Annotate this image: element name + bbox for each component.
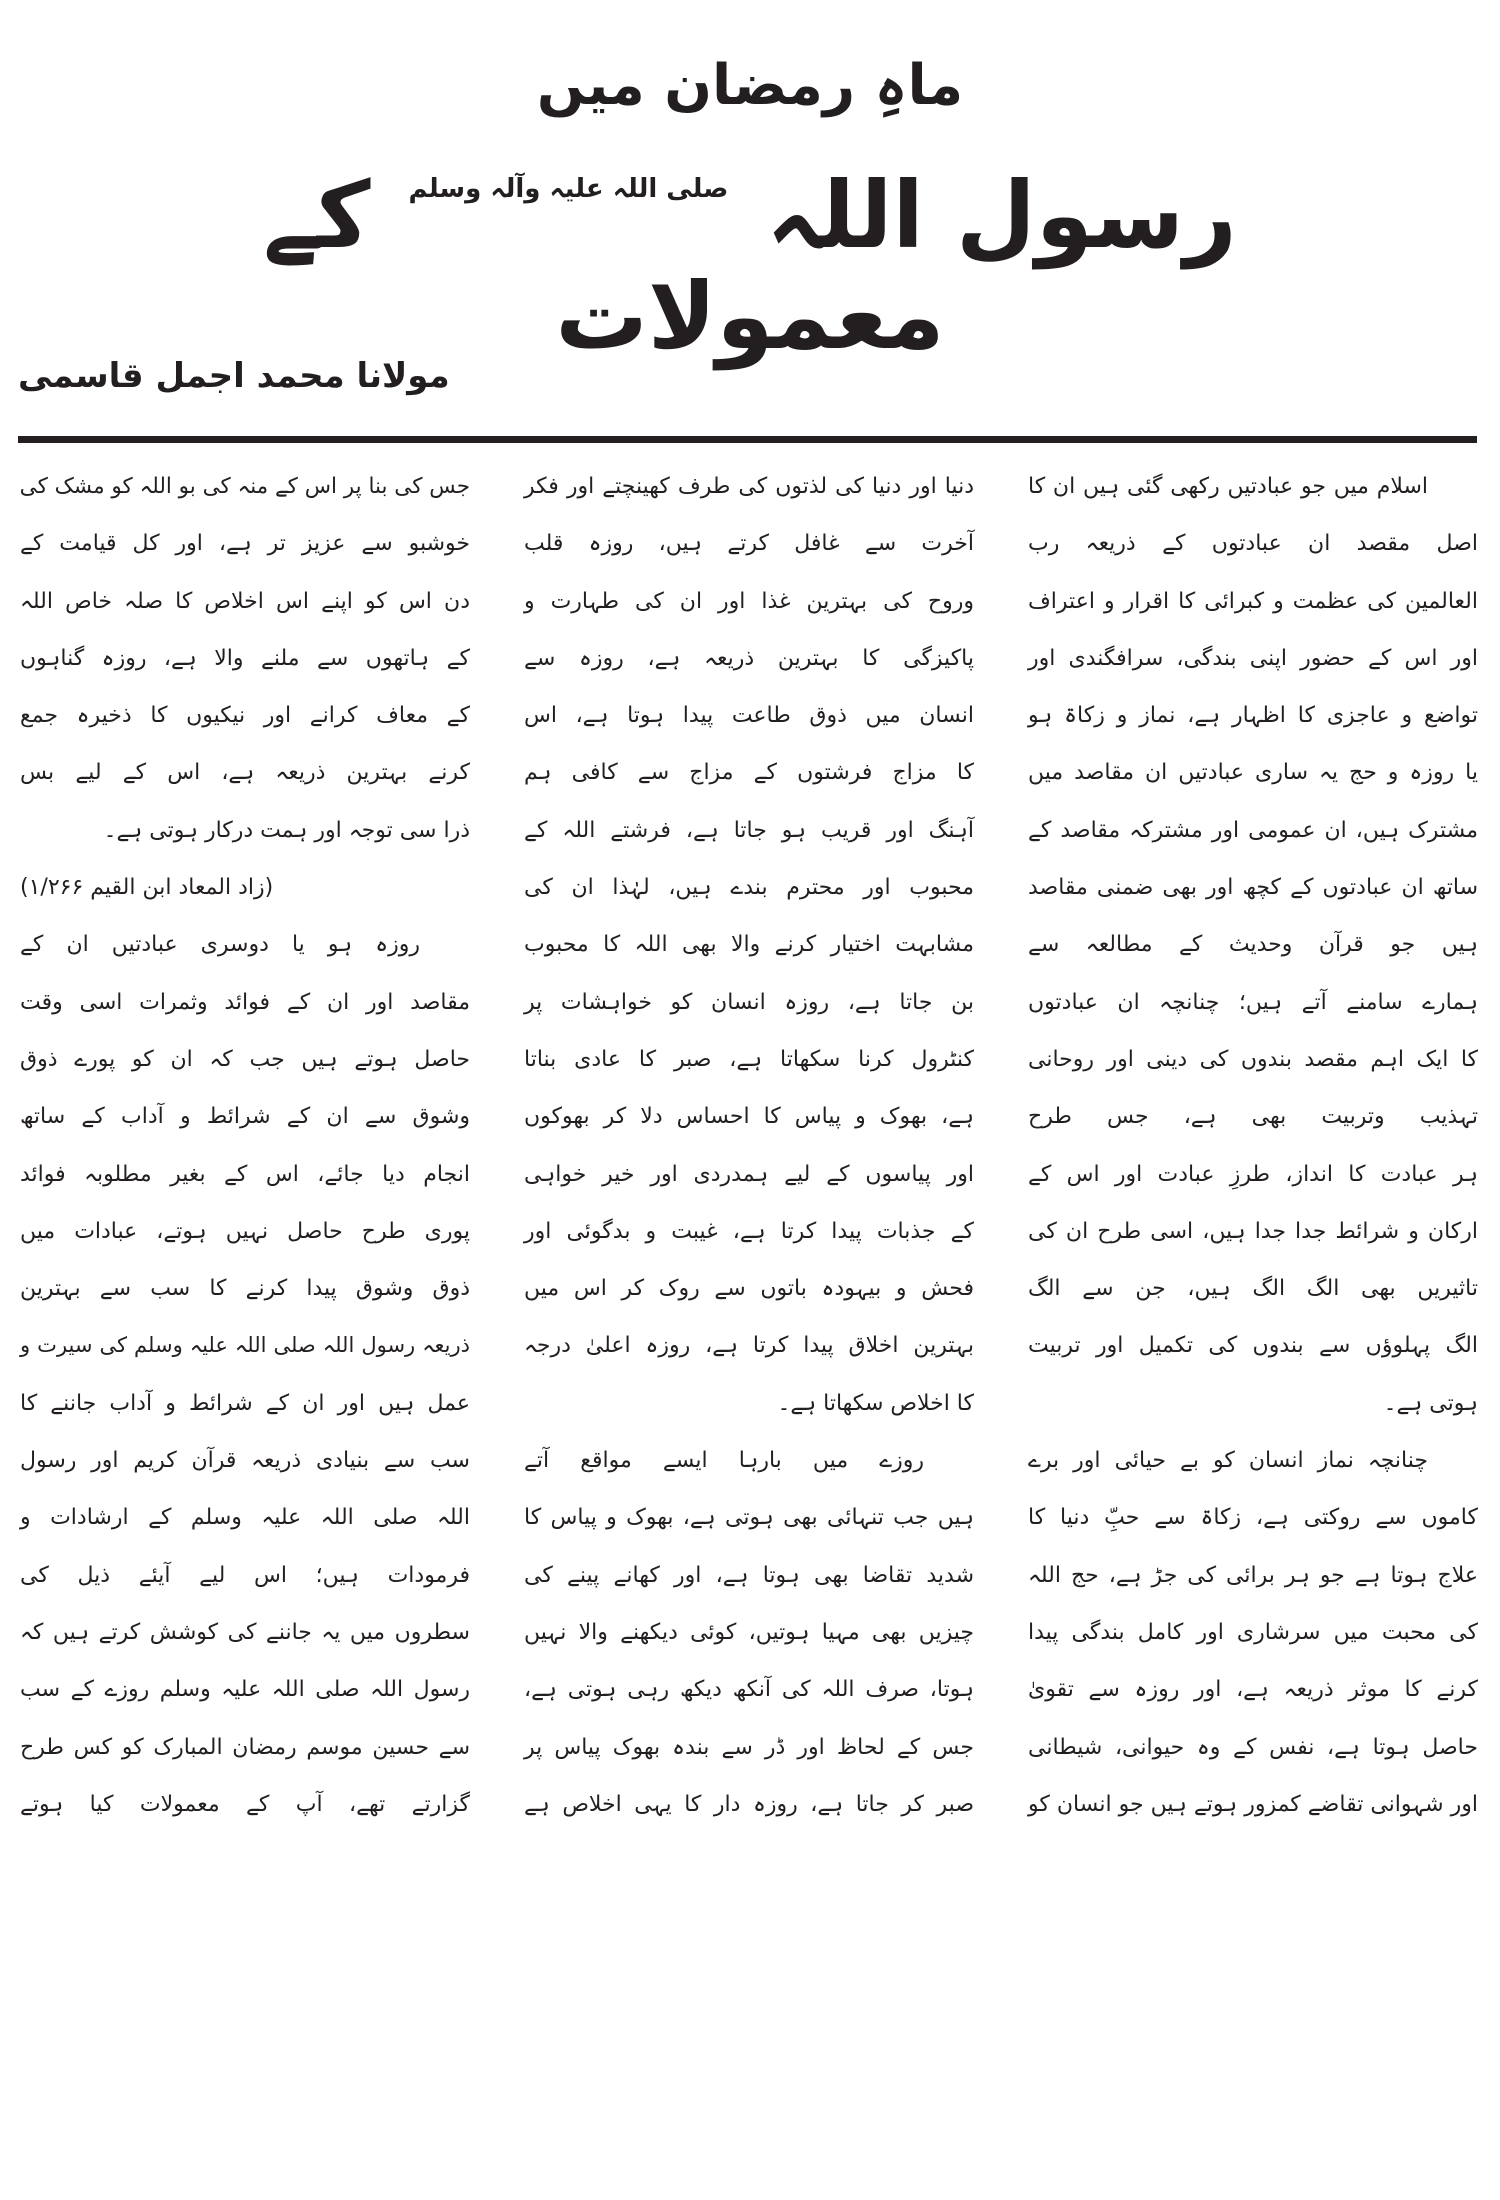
text-line: ہوتا، صرف اللہ کی آنکھ دیکھ رہی ہوتی ہے، xyxy=(524,1677,974,1703)
text-line: تہذیب وتربیت بھی ہے، جس طرح xyxy=(1028,1104,1478,1130)
text-line: کرنے کا موثر ذریعہ ہے، اور روزہ سے تقویٰ xyxy=(1028,1677,1478,1703)
text-line: ہر عبادت کا انداز، طرزِ عبادت اور اس کے xyxy=(1028,1161,1478,1187)
text-line: کے جذبات پیدا کرتا ہے، غیبت و بدگوئی اور xyxy=(524,1218,974,1244)
text-line: گزارتے تھے، آپ کے معمولات کیا ہوتے xyxy=(20,1791,470,1817)
text-line: دنیا اور دنیا کی لذتوں کی طرف کھینچتے اور فکر xyxy=(524,474,974,499)
text-line: رسول اللہ صلی اللہ علیہ وسلم روزے کے سب xyxy=(20,1677,470,1703)
text-line: سب سے بنیادی ذریعہ قرآن کریم اور رسول xyxy=(20,1448,470,1474)
headline-main: رسول اللہ xyxy=(766,162,1237,269)
text-line: آخرت سے غافل کرتے ہیں، روزہ قلب xyxy=(524,531,974,557)
headline-end: کے معمولات xyxy=(263,162,945,371)
author-name: مولانا محمد اجمل قاسمی xyxy=(18,356,450,396)
text-line: یا روزہ و حج یہ ساری عبادتیں ان مقاصد میں xyxy=(1028,760,1478,786)
text-line: ارکان و شرائط جدا جدا ہیں، اسی طرح ان کی xyxy=(1028,1218,1478,1244)
text-line: اللہ صلی اللہ علیہ وسلم کے ارشادات و xyxy=(20,1505,470,1531)
text-line: صبر کر جاتا ہے، روزہ دار کا یہی اخلاص ہے xyxy=(524,1791,974,1817)
text-line: مشترک ہیں، ان عمومی اور مشترکہ مقاصد کے xyxy=(1028,817,1478,843)
text-line: ساتھ ان عبادتوں کے کچھ اور بھی ضمنی مقاصد xyxy=(1028,875,1478,901)
text-line: جس کی بنا پر اس کے منہ کی بو اللہ کو مشک کی xyxy=(19,474,470,499)
text-line: پوری طرح حاصل نہیں ہوتے، عبادات میں xyxy=(20,1218,470,1244)
text-line: کاموں سے روکتی ہے، زکاۃ سے حبِّ دنیا کا xyxy=(1028,1505,1478,1531)
text-line: ذرا سی توجہ اور ہمت درکار ہوتی ہے۔ xyxy=(103,817,470,843)
text-line: فرمودات ہیں؛ اس لیے آیئے ذیل کی xyxy=(20,1562,470,1588)
text-line: مقاصد اور ان کے فوائد وثمرات اسی وقت xyxy=(20,989,470,1015)
text-line: چیزیں بھی مہیا ہوتیں، کوئی دیکھنے والا نہیں xyxy=(524,1619,974,1645)
text-line: علاج ہوتا ہے جو ہر برائی کی جڑ ہے، حج اللہ xyxy=(1028,1562,1478,1588)
text-line: اور اس کے حضور اپنی بندگی، سرافگندی اور xyxy=(1028,645,1478,671)
text-line: سطروں میں یہ جاننے کی کوشش کرتے ہیں کہ xyxy=(20,1619,470,1645)
text-line: فحش و بیہودہ باتوں سے روک کر اس میں xyxy=(524,1276,974,1302)
text-line: آہنگ اور قریب ہو جاتا ہے، فرشتے اللہ کے xyxy=(524,817,974,843)
text-line: کنٹرول کرنا سکھاتا ہے، صبر کا عادی بناتا xyxy=(524,1046,974,1072)
article-column-left xyxy=(20,458,470,1833)
text-line: ہیں جو قرآن وحدیث کے مطالعہ سے xyxy=(1028,932,1478,958)
text-line: وروح کی بہترین غذا اور ان کی طہارت و xyxy=(524,588,974,614)
text-line: مشابہت اختیار کرنے والا بھی اللہ کا محبوب xyxy=(524,932,974,958)
text-line: تواضع و عاجزی کا اظہار ہے، نماز و زکاۃ ہو xyxy=(1028,703,1478,729)
text-line: روزے میں بارہا ایسے مواقع آتے xyxy=(524,1448,924,1474)
text-line: خوشبو سے عزیز تر ہے، اور کل قیامت کے xyxy=(20,531,470,557)
text-line: روزہ ہو یا دوسری عبادتیں ان کے xyxy=(20,932,420,958)
text-line: کی محبت میں سرشاری اور کامل بندگی پیدا xyxy=(1028,1619,1478,1645)
citation-text: (زاد المعاد ابن القیم ۱/۲۶۶) xyxy=(20,875,274,901)
text-line: چنانچہ نماز انسان کو بے حیائی اور برے xyxy=(1028,1448,1428,1474)
text-line: پاکیزگی کا بہترین ذریعہ ہے، روزہ سے xyxy=(524,645,974,671)
text-line: اور پیاسوں کے لیے ہمدردی اور خیر خواہی xyxy=(524,1161,974,1187)
header-divider-rule xyxy=(18,436,1477,443)
article-column-right xyxy=(1028,458,1478,1833)
text-line: ہمارے سامنے آتے ہیں؛ چنانچہ ان عبادتوں xyxy=(1028,989,1478,1015)
text-line: ہے، بھوک و پیاس کا احساس دلا کر بھوکوں xyxy=(524,1104,974,1130)
text-line: جس کے لحاظ اور ڈر سے بندہ بھوک پیاس پر xyxy=(524,1734,974,1760)
text-line: انجام دیا جائے، اس کے بغیر مطلوبہ فوائد xyxy=(20,1161,470,1187)
text-line: عمل ہیں اور ان کے شرائط و آداب جاننے کا xyxy=(20,1390,470,1416)
text-line: اسلام میں جو عبادتیں رکھی گئی ہیں ان کا xyxy=(1028,474,1428,499)
article-kicker: ماہِ رمضان میں xyxy=(536,53,964,118)
text-line: تاثیریں بھی الگ الگ ہیں، جن سے الگ xyxy=(1028,1276,1478,1302)
text-line: کرنے بہترین ذریعہ ہے، اس کے لیے بس xyxy=(20,760,470,786)
article-headline xyxy=(150,162,1350,371)
text-line: دن اس کو اپنے اس اخلاص کا صلہ خاص اللہ xyxy=(20,588,470,614)
text-line: کا اخلاص سکھاتا ہے۔ xyxy=(777,1390,974,1416)
text-line: کا ایک اہم مقصد بندوں کی دینی اور روحانی xyxy=(1028,1046,1478,1072)
text-line: اصل مقصد ان عبادتوں کے ذریعہ رب xyxy=(1028,531,1478,557)
text-line: حاصل ہوتے ہیں جب کہ ان کو پورے ذوق xyxy=(20,1046,470,1072)
text-line: کے معاف کرانے اور نیکیوں کا ذخیرہ جمع xyxy=(20,703,470,729)
author-byline xyxy=(18,356,518,397)
text-line: کا مزاج فرشتوں کے مزاج سے کافی ہم xyxy=(524,760,974,786)
text-line: کے ہاتھوں سے ملنے والا ہے، روزہ گناہوں xyxy=(20,645,470,671)
text-line: ذریعہ رسول اللہ صلی اللہ علیہ وسلم کی سیرت و xyxy=(20,1333,470,1358)
text-line: بہترین اخلاق پیدا کرتا ہے، روزہ اعلیٰ درجہ xyxy=(524,1333,974,1359)
citation-line xyxy=(20,859,470,916)
text-line: العالمین کی عظمت و کبرائی کا اقرار و اعتراف xyxy=(1028,588,1478,614)
text-line: بن جاتا ہے، روزہ انسان کو خواہشات پر xyxy=(524,989,974,1015)
text-line: اور شہوانی تقاضے کمزور ہوتے ہیں جو انسان کو xyxy=(1028,1791,1478,1817)
text-line: انسان میں ذوق طاعت پیدا ہوتا ہے، اس xyxy=(524,703,974,729)
text-line: حاصل ہوتا ہے، نفس کے وہ حیوانی، شیطانی xyxy=(1028,1734,1478,1760)
text-line: محبوب اور محترم بندے ہیں، لہٰذا ان کی xyxy=(524,875,974,901)
text-line: شدید تقاضا بھی ہوتا ہے، اور کھانے پینے کی xyxy=(524,1562,974,1588)
text-line: الگ پہلوؤں سے بندوں کی تکمیل اور تربیت xyxy=(1028,1333,1478,1359)
text-line: ہوتی ہے۔ xyxy=(1383,1390,1478,1416)
text-line: ذوق وشوق پیدا کرنے کا سب سے بہترین xyxy=(20,1276,470,1302)
text-line: وشوق سے ان کے شرائط و آداب کے ساتھ xyxy=(20,1104,470,1130)
headline-honorific: صلی اللہ علیہ وآلہ وسلم xyxy=(408,174,729,204)
text-line: سے حسین موسم رمضان المبارک کو کس طرح xyxy=(20,1734,470,1760)
text-line: ہیں جب تنہائی بھی ہوتی ہے، بھوک و پیاس کا xyxy=(524,1505,974,1531)
article-column-middle xyxy=(524,458,974,1833)
